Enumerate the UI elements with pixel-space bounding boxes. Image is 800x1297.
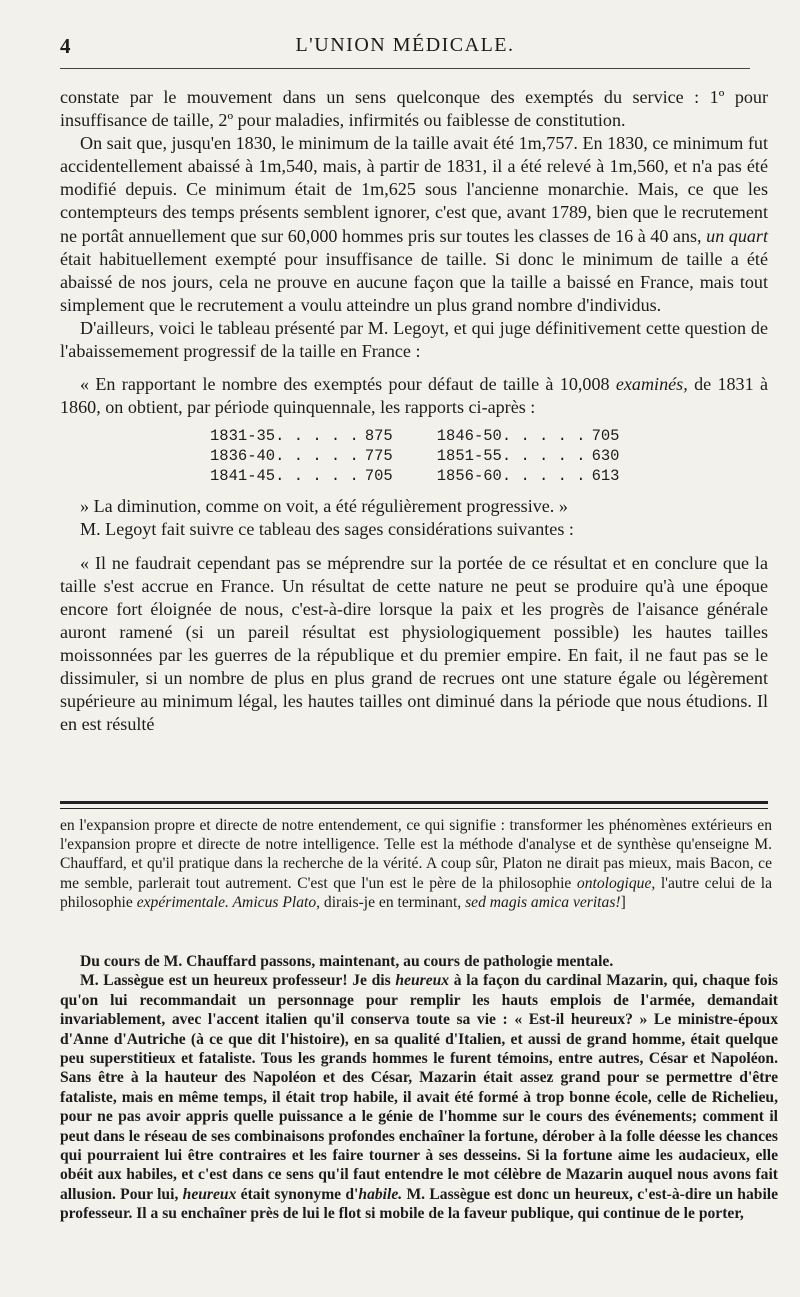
feuilleton-paragraph-2 (60, 971, 778, 1223)
period-cell: 1846-50. . . . . (436, 427, 586, 446)
p4-italic: examinés, (615, 374, 688, 395)
value-cell: 775 (364, 447, 393, 466)
value-cell: 705 (364, 467, 393, 486)
section-divider-thick (60, 801, 768, 804)
paragraph-6: M. Legoyt fait suivre ce tableau des sages considérations suivantes : (80, 519, 574, 540)
note-italic: sed magis amica veritas! (465, 893, 621, 911)
feuilleton-paragraph-1: Du cours de M. Chauffard passons, maintenant, au cours de pathologie mentale. (80, 953, 614, 970)
value-cell: 630 (591, 447, 620, 466)
p2-end: était habituellement exempté pour insuffisance de taille. Si donc le minimum de taille a été abaissé de nos jours, cela ne prouve en aucune façon que la taille a baissé en France, mais tout simplement que le recrutement a voulu atteindre un plus grand nombre d'individus. (60, 248, 768, 315)
value-cell: 875 (364, 427, 393, 446)
table-row (210, 467, 625, 487)
paragraph-4 (60, 373, 768, 419)
note-italic: ontologique, (576, 874, 656, 892)
note-text: en l'expansion propre et directe de notre entendement, ce qui signifie : transformer les phénomènes extérieurs en l'expansion propre et directe de notre intelligence. Telle est la méthode d'analyse et de synthèse qu'enseigne M. Chauffard, et qu'il pratique dans la recherche de la vérité. A coup sûr, Platon ne dirait pas mieux, mais Bacon, ce me semble, parlerait tout autrement. C'est que l'un est le père de la philosophie (60, 817, 772, 892)
period-cell: 1836-40. . . . . (210, 447, 359, 466)
page-header (60, 34, 750, 64)
p4-text: « En rapportant le nombre des exemptés pour défaut de taille à 10,008 (80, 374, 610, 395)
period-cell: 1841-45. . . . . (210, 467, 359, 486)
value-cell: 705 (591, 427, 620, 446)
journal-title: L'UNION MÉDICALE. (295, 34, 515, 56)
p2-italic: un quart (706, 225, 768, 246)
p4-end: de 1831 à 1860, on obtient, par période quinquennale, les rapports ci-après : (60, 374, 769, 418)
period-cell: 1851-55. . . . . (436, 447, 586, 466)
main-text (60, 86, 768, 736)
paragraph-3: D'ailleurs, voici le tableau présenté par M. Legoyt, et qui juge définitivement cette question de l'abaissemement progressif de la taille en France : (60, 317, 768, 362)
p2-text: On sait que, jusqu'en 1830, le minimum de la taille avait été 1m,757. En 1830, ce minimum fut accidentellement abaissé à 1m,540, mais, à partir de 1831, il a été relevé à 1m,560, et n'a pas été modifié depuis. Ce minimum était de 1m,625 sous l'ancienne monarchie. Mais, ce que les contempteurs des temps présents semblent ignorer, c'est que, avant 1789, bien que le recrutement ne portât annuellement que sur 60,000 hommes pris sur toutes les classes de 16 à 40 ans, (60, 133, 768, 246)
f2-italic: habile. (358, 1185, 403, 1203)
table-row (210, 447, 625, 467)
table-row (210, 427, 625, 447)
f2-italic: heureux (182, 1185, 237, 1203)
note-text: l'autre celui de la philosophie (60, 874, 772, 911)
feuilleton-text (60, 952, 778, 1224)
f2-text: était synonyme d' (240, 1185, 359, 1203)
page-number: 4 (60, 34, 71, 58)
note-text: ] (620, 893, 626, 911)
note-italic: expérimentale. Amicus Plato, (136, 893, 321, 911)
paragraph-5: » La diminution, comme on voit, a été régulièrement progressive. » (80, 496, 568, 517)
feuilleton-note (60, 816, 772, 912)
f2-text: M. Lassègue est donc un heureux, c'est-à-dire un habile professeur. Il a su enchaîner près de lui le flot si mobile de la faveur publique, qui continue de le porter, (60, 1185, 779, 1223)
value-cell: 613 (591, 467, 620, 486)
period-cell: 1856-60. . . . . (436, 467, 586, 486)
period-cell: 1831-35. . . . . (210, 427, 359, 446)
header-rule (60, 68, 750, 69)
paragraph-7: « Il ne faudrait cependant pas se méprendre sur la portée de ce résultat et en conclure que la taille s'est accrue en France. Un résultat de cette nature ne peut se produire qu'à une époque encore fort éloignée de nous, c'est-à-dire lorsque la paix et les progrès de l'aisance générale auront ramené (si un pareil résultat est physiologiquement possible) les hautes tailles moissonnées par les guerres de la république et du premier empire. En fait, il ne faut pas se le dissimuler, si un nombre de plus en plus grand de recrues ont une stature égale ou légèrement supérieure au minimum légal, les hautes tailles ont diminué dans la période que nous étudions. Il en est résulté (60, 552, 768, 735)
f2-italic: heureux (395, 972, 450, 990)
note-text: dirais-je en terminant, (323, 893, 462, 911)
section-divider-thin (60, 808, 768, 809)
f2-text: à la façon du cardinal Mazarin, qui, chaque fois qu'on lui recommandait un personnage pour remplir les hauts emplois de l'armée, demandait invariablement, avec l'accent italien qu'il conserva toute sa vie : « Est-il heureux? » Le ministre-époux d'Anne d'Autriche (à ce que dit l'histoire), en sa qualité d'Italien, et aussi de grand homme, était quelque peu superstitieux et fataliste. Tous les grands hommes le furent témoins, entre autres, César et Napoléon. Sans être à la hauteur des Napoléon et des César, Mazarin était assez grand pour se permettre d'être fataliste, mais en même temps, il était trop habile, il avait été formé à trop bonne école, celle de Richelieu, pour ne pas avoir appris quelle puissance a le génie de l'homme sur le cours des événements; comment il peut dans le réseau de ses combinaisons profondes enchaîner la fortune, dérober à la folle déesse les chances qui pourraient lui être contraires et les faire tourner à ses desseins. Si la fortune aime les audacieux, elle obéit aux habiles, et c'est dans ce sens qu'il faut entendre le mot célèbre de Mazarin auquel nous avons fait allusion. Pour lui, (60, 972, 778, 1203)
paragraph-1: constate par le mouvement dans un sens quelconque des exemptés du service : 1º pour insuffisance de taille, 2º pour maladies, infirmités ou faiblesse de constitution. (60, 87, 768, 131)
paragraph-2 (60, 132, 768, 317)
note-paragraph (60, 816, 772, 912)
f2-text: M. Lassègue est un heureux professeur! Je dis (80, 972, 391, 990)
exemption-table (210, 427, 625, 487)
